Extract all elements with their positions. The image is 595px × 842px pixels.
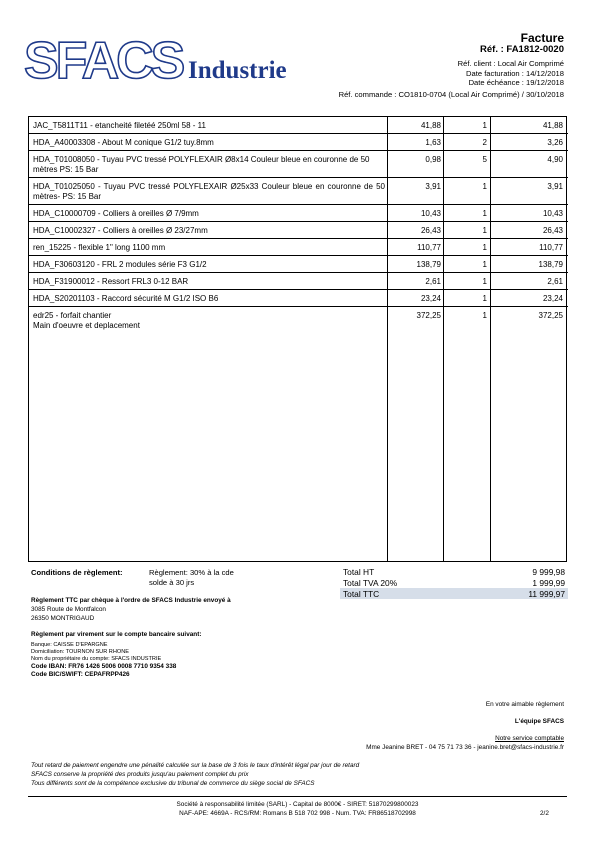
billing-date: Date facturation : 14/12/2018 [466,69,564,78]
table-row [29,178,568,205]
footer-company-info: Société à responsabilité limitée (SARL) - Capital de 8000€ - SIRET: 51870299800023 [176,801,419,808]
total-ttc-value: 11 999,97 [528,589,565,599]
line-description [33,311,385,331]
footer-registration-info: NAF-APE: 4669A - RCS/RM: Romans B 518 702 998 - Num. TVA: FR86518702998 [179,810,416,817]
line-quantity: 1 [482,182,487,191]
conditions-value-line: Règlement: 30% à la cde [149,568,234,577]
line-unit-price: 3,91 [425,182,441,191]
table-row [29,205,568,222]
invoice-ref: Réf. : FA1812-0020 [480,44,564,55]
client-ref: Réf. client : Local Air Comprimé [457,59,564,68]
total-tva-row [340,577,568,588]
line-description-main: edr25 - forfait chantier [33,311,112,320]
closing-contact: Mme Jeanine BRET - 04 75 71 73 36 - jeanine.bret@sfacs-industrie.fr [366,744,564,751]
conditions-label: Conditions de règlement: [31,568,123,577]
totals-block [340,566,568,599]
line-total: 23,24 [542,294,563,303]
line-total: 138,79 [538,260,563,269]
line-quantity: 1 [482,243,487,252]
legal-line: Tout retard de paiement engendre une pénalité calculée sur la base de 3 fois le taux d'intérêt légal par jour de retard [31,762,360,769]
legal-line: Tous différents sont de la compétence exclusive du tribunal de commerce du siège social de SFACS [31,780,315,787]
table-row [29,307,568,562]
company-logo [24,30,324,90]
table-row [29,134,568,151]
bank-domiciliation: Domiciliation: TOURNON SUR RHONE [31,649,130,655]
line-total: 3,91 [547,182,563,191]
total-ttc-row [340,588,568,599]
line-unit-price: 110,77 [417,243,441,252]
legal-line: SFACS conserve la propriété des produits jusqu'au paiement complet du prix [31,771,249,778]
table-row [29,290,568,307]
line-unit-price: 372,25 [416,311,441,320]
line-description-detail: Main d'oeuvre et deplacement [33,321,140,330]
order-ref: Réf. commande : CO1810-0704 (Local Air Comprimé) / 30/10/2018 [338,90,564,99]
line-unit-price: 41,88 [420,121,441,130]
iban: Code IBAN: FR76 1426 5006 0008 7710 9354 338 [31,663,177,670]
line-total: 2,61 [547,277,563,286]
address-line: 3085 Route de Montfalcon [31,606,106,613]
total-ht-value: 9 999,98 [532,567,565,577]
logo-suffix: Industrie [188,57,287,84]
table-row [29,151,568,178]
line-unit-price: 2,61 [425,277,441,286]
total-tva-value: 1 999,99 [532,578,565,588]
line-total: 110,77 [539,243,563,252]
cheque-title: Règlement TTC par chèque à l'ordre de SFACS Industrie envoyé à [31,597,231,604]
line-description: HDA_C10002327 - Colliers à oreilles Ø 23/27mm [33,226,208,235]
line-total: 26,43 [542,226,563,235]
line-description: JAC_T5811T11 - etancheité filetéé 250ml 58 - 11 [33,121,206,130]
line-quantity: 1 [482,277,487,286]
total-ttc-label: Total TTC [343,589,380,599]
line-unit-price: 23,24 [420,294,441,303]
total-ht-row [340,566,568,577]
account-owner: Nom du propriétaire du compte: SFACS INDUSTRIE [31,656,162,662]
footer-divider [28,796,567,797]
line-description: HDA_F31900012 - Ressort FRL3 0-12 BAR [33,277,189,286]
line-total: 10,43 [542,209,563,218]
cheque-address [31,606,106,623]
transfer-title: Règlement par virement sur le compte bancaire suivant: [31,631,202,638]
closing-service: Notre service comptable [495,735,564,742]
closing-team: L'équipe SFACS [514,718,564,725]
conditions-value [149,568,249,588]
sfacs-logo-graphic [24,30,324,90]
line-total: 3,26 [547,138,563,147]
line-description: HDA_C10000709 - Colliers à oreilles Ø 7/9mm [33,209,199,218]
table-row [29,117,568,134]
line-unit-price: 0,98 [425,155,441,164]
page-number: 2/2 [540,810,549,817]
line-quantity: 1 [482,311,487,320]
line-quantity: 1 [482,209,487,218]
line-description: HDA_T01008050 - Tuyau PVC tressé POLYFLEXAIR Ø8x14 Couleur bleue en couronne de 50 mètres PS: 15 Bar [33,155,370,174]
line-unit-price: 138,79 [416,260,441,269]
line-quantity: 2 [482,138,487,147]
line-quantity: 5 [482,155,487,164]
line-unit-price: 10,43 [420,209,441,218]
line-quantity: 1 [482,260,487,269]
total-tva-label: Total TVA 20% [343,578,398,588]
line-description: ren_15225 - flexible 1" long 1100 mm [33,243,166,252]
line-total: 41,88 [542,121,563,130]
line-description: HDA_T01025050 - Tuyau PVC tressé POLYFLEXAIR Ø25x33 Couleur bleue en couronne de 50 mètres- PS: 15 Bar [33,182,385,201]
line-quantity: 1 [482,121,487,130]
due-date: Date échéance : 19/12/2018 [468,78,564,87]
line-unit-price: 26,43 [420,226,441,235]
bank-name: Banque: CAISSE D'EPARGNE [31,642,108,648]
table-row [29,256,568,273]
line-total: 372,25 [538,311,563,320]
logo-wordmark: SFACS [24,32,183,90]
document-title: Facture [520,31,564,45]
table-row [29,273,568,290]
line-description: HDA_A40003308 - About M conique G1/2 tuy.8mm [33,138,214,147]
conditions-value-line: solde à 30 jrs [149,578,195,587]
invoice-lines-table [28,116,567,562]
address-line: 26350 MONTRIGAUD [31,614,95,622]
bank-details [31,642,176,679]
line-description: HDA_S20201103 - Raccord sécurité M G1/2 ISO B6 [33,294,219,303]
bic: Code BIC/SWIFT: CEPAFRPP426 [31,671,130,678]
closing-greeting: En votre aimable règlement [485,701,564,708]
table-row [29,239,568,256]
line-quantity: 1 [482,294,487,303]
line-unit-price: 1,63 [425,138,441,147]
line-total: 4,90 [547,155,563,164]
table-row [29,222,568,239]
line-description: HDA_F30603120 - FRL 2 modules série F3 G1/2 [33,260,207,269]
total-ht-label: Total HT [343,567,375,577]
line-quantity: 1 [482,226,487,235]
